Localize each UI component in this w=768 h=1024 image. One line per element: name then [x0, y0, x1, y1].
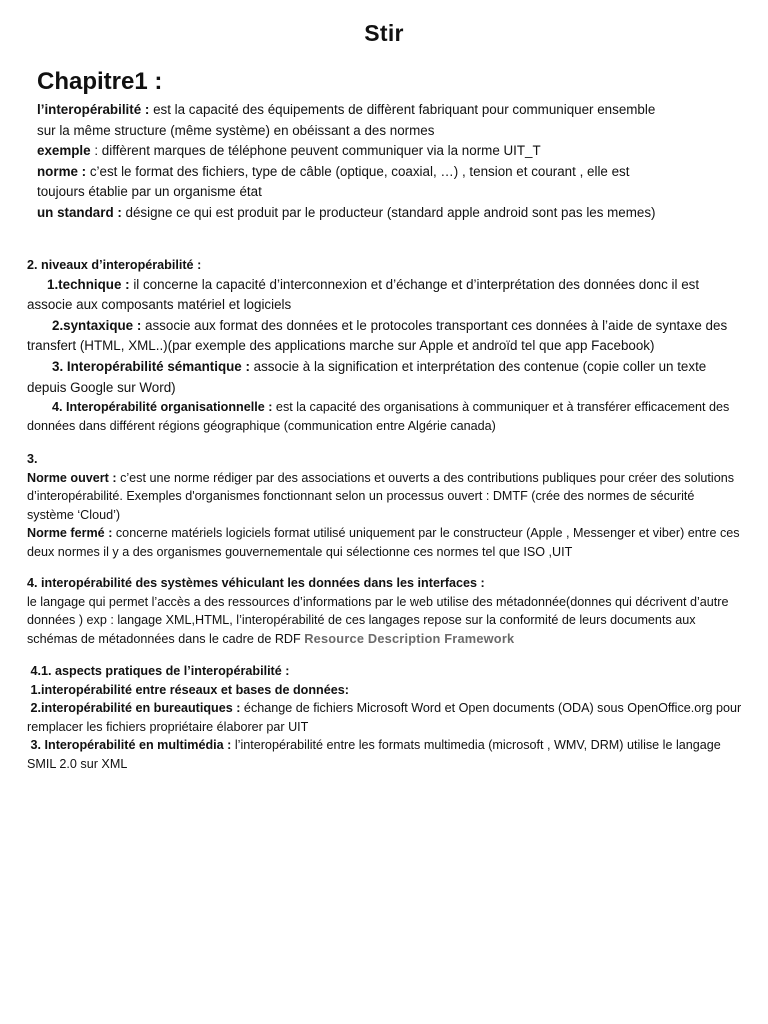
interop-text: est la capacité des équipements de diffèrent fabriquant pour communiquer ensemble sur la même structure (même système) en obéissant a des normes — [37, 102, 656, 138]
exemple-term: exemple — [37, 143, 91, 159]
aspect-item-3-text: l’interopérabilité entre les formats multimedia (microsoft , WMV, DRM) utilise le langage SMIL 2.0 sur XML — [27, 738, 721, 771]
syntaxique-text: associe aux format des données et le protocoles transportant ces données à l’aide de syntaxe des transfert (HTML, XML..)(par exemple des applications marche sur Apple et androïd tel que app Facebook) — [27, 317, 728, 354]
norme-term: norme : — [37, 163, 87, 179]
semantique-term: 3. Interopérabilité sémantique : — [52, 358, 250, 374]
aspect-item-1-text: 1.interopérabilité entre réseaux et bases de données: — [30, 682, 349, 697]
intro-definitions — [37, 100, 677, 224]
aspect-item-2 — [27, 699, 742, 736]
technique-paragraph — [27, 275, 742, 316]
exemple-definition — [37, 141, 677, 162]
aspect-item-2-term: 2.interopérabilité en bureautiques : — [30, 701, 241, 716]
syntaxique-term: 2.syntaxique : — [52, 317, 142, 333]
organisationnelle-text: est la capacité des organisations à communiquer et à transférer efficacement des données dans différent régions géographique (communication entre Algérie canada) — [27, 400, 730, 433]
norme-ferme-term: Norme fermé : — [27, 526, 113, 541]
section4-paragraph — [27, 593, 742, 649]
syntaxique-paragraph — [27, 316, 742, 357]
aspect-item-3-term: 3. Interopérabilité en multimédia : — [30, 738, 232, 753]
interop-definition — [37, 100, 677, 141]
aspect-item-1 — [27, 681, 742, 700]
exemple-text: : diffèrent marques de téléphone peuvent communiquer via la norme UIT_T — [90, 143, 541, 159]
semantique-paragraph — [27, 357, 742, 398]
standard-text: désigne ce qui est produit par le producteur (standard apple android sont pas les memes) — [121, 204, 656, 220]
section4-heading-text: 4. interopérabilité des systèmes véhiculant les données dans les interfaces : — [27, 576, 485, 590]
section4-heading — [27, 574, 742, 593]
organisationnelle-paragraph — [27, 398, 742, 435]
niveaux-heading — [27, 256, 742, 275]
section41-heading-text: 4.1. aspects pratiques de l’interopérabilité : — [30, 664, 290, 678]
interfaces-section — [27, 574, 742, 648]
rdf-term: Resource Description Framework — [304, 630, 515, 646]
section41-heading — [27, 662, 742, 681]
norme-ouvert-paragraph — [27, 469, 742, 525]
technique-text: il concerne la capacité d’interconnexion et d’échange et d’interprétation des données donc il est associe aux composants matériel et logiciels — [27, 276, 700, 313]
standard-definition — [37, 203, 677, 224]
niveaux-section — [27, 256, 742, 435]
organisationnelle-term: 4. Interopérabilité organisationnelle : — [52, 400, 273, 415]
norme-ouvert-text: c’est une norme rédiger par des associations et ouverts a des contributions publiques pour créer des solutions d’interopérabilité. Exemples d'organismes fonctionnant selon un processus ouvert : DMTF (crée des normes de sécurité système ‘Cloud’) — [27, 470, 735, 522]
chapter-heading: Chapitre1 : — [37, 68, 163, 95]
interop-term: l’interopérabilité : — [37, 102, 150, 117]
section4-text: le langage qui permet l’accès a des ressources d’informations par le web utilise des métadonnée(donnes qui décrivent d’autre données ) exp : langage XML,HTML, l’interopérabilité de ces langages repose sur la conformité de leurs documents aux schémas de métadonnées dans le cadre de RDF — [27, 594, 729, 646]
norme-definition — [37, 162, 677, 203]
aspect-item-2-text: échange de fichiers Microsoft Word et Open documents (ODA) sous OpenOffice.org pour remplacer les fichiers propriétaire élaborer par UIT — [27, 701, 742, 734]
standard-term: un standard : — [37, 204, 122, 220]
section3-heading — [27, 450, 742, 469]
aspect-item-3 — [27, 736, 742, 773]
norme-ouvert-term: Norme ouvert : — [27, 470, 117, 485]
norme-ferme-paragraph — [27, 524, 742, 561]
semantique-text: associe à la signification et interprétation des contenue (copie coller un texte depuis Google sur Word) — [27, 358, 707, 395]
normes-section — [27, 450, 742, 562]
technique-term: 1.technique : — [47, 276, 130, 292]
aspects-pratiques-section — [27, 662, 742, 774]
section3-heading-text: 3. — [27, 452, 38, 466]
norme-ferme-text: concerne matériels logiciels format utilisé uniquement par le constructeur (Apple , Messenger et viber) entre ces deux normes il y a des organismes gouvernementale qui sélectionne ces normes tel que ISO ,UIT — [27, 526, 740, 559]
page-title: Stir — [364, 20, 404, 46]
norme-text: c’est le format des fichiers, type de câble (optique, coaxial, …) , tension et courant , elle est toujours établie par un organisme état — [37, 163, 630, 200]
niveaux-heading-text: 2. niveaux d’interopérabilité : — [27, 258, 202, 272]
